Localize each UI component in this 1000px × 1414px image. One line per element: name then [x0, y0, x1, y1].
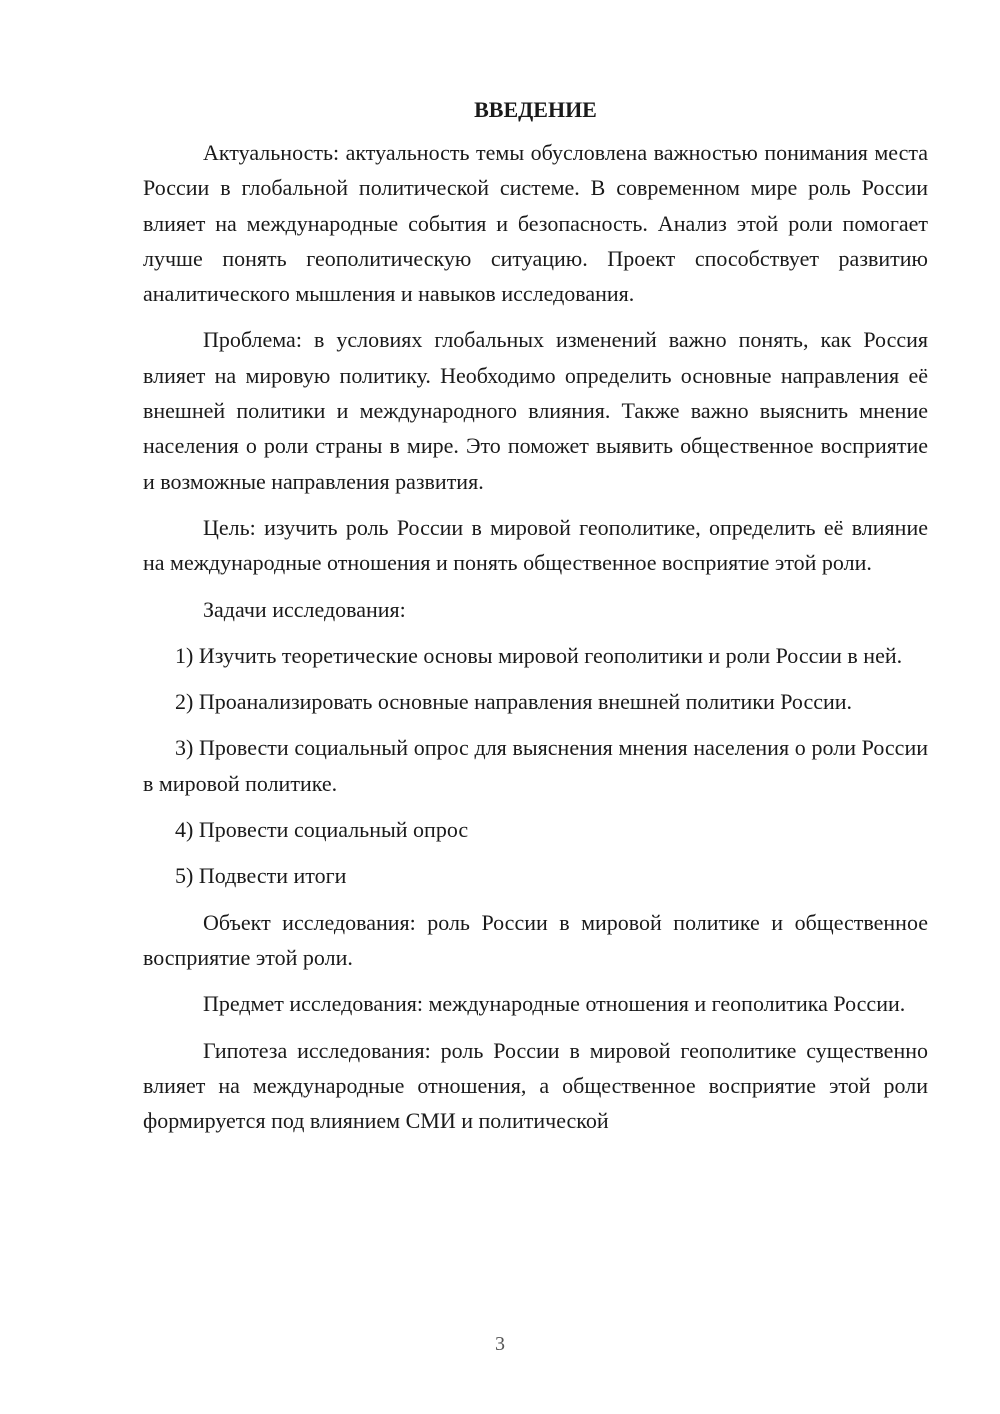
document-page: [143, 92, 928, 1149]
task-item-1: 1) Изучить теоретические основы мировой геополитики и роли России в ней.: [175, 642, 903, 668]
task-item-2: 2) Проанализировать основные направления внешней политики России.: [175, 689, 853, 715]
task-item-4: 4) Провести социальный опрос: [175, 817, 469, 843]
paragraph-hypothesis: Гипотеза исследования: роль России в мировой геополитике существенно влияет на международные отношения, а общественное восприятие этой роли формируется под влиянием СМИ и политической: [143, 1037, 928, 1134]
page-number: 3: [495, 1333, 505, 1355]
paragraph-problem: Проблема: в условиях глобальных изменений важно понять, как Россия влияет на мировую политику. Необходимо определить основные направления её внешней политики и международного влияния. Также важно выяснить мнение населения о роли страны в мире. Это поможет выявить общественное восприятие и возможные направления развития.: [143, 327, 928, 494]
paragraph-relevance: Актуальность: актуальность темы обусловлена важностью понимания места России в глобальной политической системе. В современном мире роль России влияет на международные события и безопасность. Анализ этой роли помогает лучше понять геополитическую ситуацию. Проект способствует развитию аналитического мышления и навыков исследования.: [143, 140, 928, 307]
task-item-3: 3) Провести социальный опрос для выяснения мнения населения о роли России в мировой политике.: [143, 735, 928, 796]
paragraph-object: Объект исследования: роль России в мировой политике и общественное восприятие этой роли.: [143, 909, 928, 970]
section-title: ВВЕДЕНИЕ: [474, 97, 597, 122]
paragraph-subject: Предмет исследования: международные отношения и геополитика России.: [203, 991, 906, 1017]
paragraph-goal: Цель: изучить роль России в мировой геополитике, определить её влияние на международные отношения и понять общественное восприятие этой роли.: [143, 514, 928, 576]
task-item-5: 5) Подвести итоги: [175, 863, 347, 889]
paragraph-tasks-heading: Задачи исследования:: [203, 596, 406, 622]
